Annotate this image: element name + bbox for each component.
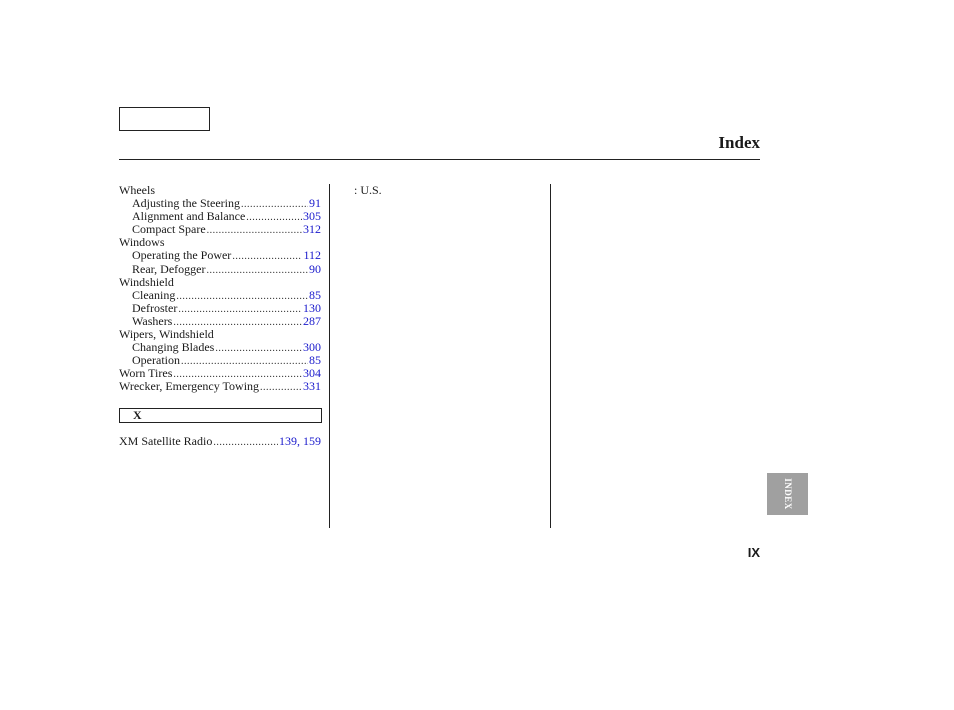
page-link[interactable]: 91 <box>309 196 321 211</box>
page-number: IX <box>747 545 760 560</box>
index-entry <box>119 302 321 315</box>
entry-heading-label: Wipers, Windshield <box>119 327 214 342</box>
header-rule <box>119 159 760 160</box>
page-link[interactable]: 130 <box>303 300 321 315</box>
page-link[interactable]: 305 <box>303 209 321 224</box>
page-link[interactable]: 287 <box>303 313 321 328</box>
index-column-w <box>119 184 321 394</box>
index-entry <box>119 289 321 302</box>
navigation-box[interactable] <box>119 107 210 131</box>
leader-dots <box>260 381 302 394</box>
section-letter-x: X <box>119 408 322 423</box>
entry-heading-label: Windshield <box>119 274 174 289</box>
entry-label: Operating the Power <box>132 248 232 263</box>
entry-label: Adjusting the Steering <box>132 196 240 211</box>
entry-label: XM Satellite Radio <box>119 434 213 448</box>
index-side-tab[interactable] <box>767 473 808 515</box>
page-link[interactable]: 300 <box>303 340 321 355</box>
page-link[interactable]: 139, 159 <box>279 434 321 448</box>
page-title: Index <box>718 133 760 152</box>
entry-heading-label: Windows <box>119 235 165 250</box>
entry-label: Cleaning <box>132 287 176 302</box>
side-tab-label: INDEX <box>782 478 793 510</box>
index-column-2 <box>354 184 382 197</box>
index-entry <box>119 380 321 393</box>
entry-label: Compact Spare <box>132 222 206 237</box>
us-note: : U.S. <box>354 183 382 197</box>
entry-label: Worn Tires <box>119 366 173 381</box>
entry-label: Operation <box>132 353 180 368</box>
index-entry-xm-satellite-radio <box>119 434 321 449</box>
index-heading <box>119 276 321 289</box>
page-link[interactable]: 331 <box>303 379 321 394</box>
page-link[interactable]: 112 <box>303 248 321 263</box>
page-link[interactable]: 90 <box>309 261 321 276</box>
entry-label: Changing Blades <box>132 340 215 355</box>
entry-label: Wrecker, Emergency Towing <box>119 379 260 394</box>
page-link[interactable]: 85 <box>309 353 321 368</box>
entry-label: Defroster <box>132 300 178 315</box>
page-link[interactable]: 85 <box>309 287 321 302</box>
index-entry <box>119 249 321 262</box>
page-link[interactable]: 312 <box>303 222 321 237</box>
entry-heading-label: Wheels <box>119 183 155 197</box>
column-divider-2 <box>550 184 551 528</box>
entry-label: Washers <box>132 313 173 328</box>
leader-dots <box>213 437 278 448</box>
index-entry-line <box>119 380 321 394</box>
column-divider-1 <box>329 184 330 528</box>
entry-label: Alignment and Balance <box>132 209 246 224</box>
entry-label: Rear, Defogger <box>132 261 206 276</box>
page-link[interactable]: 304 <box>303 366 321 381</box>
